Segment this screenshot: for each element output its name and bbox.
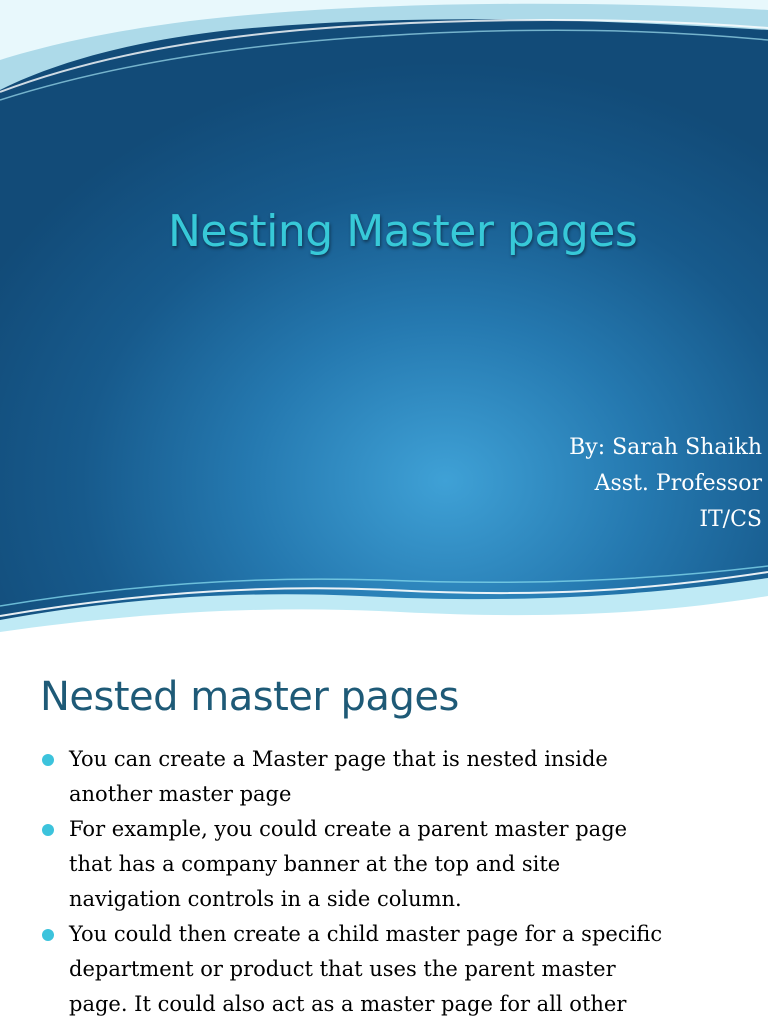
bullet-line: that has a company banner at the top and site [69, 852, 561, 876]
author-name: By: Sarah Shaikh [569, 435, 762, 460]
bullet-item [42, 917, 762, 1022]
slide-title: Nesting Master pages [168, 206, 638, 257]
author-position: Asst. Professor [594, 471, 762, 496]
bullet-line: You could then create a child master page for a specific [69, 922, 663, 946]
bullet-line: navigation controls in a side column. [69, 887, 462, 911]
bullet-icon [42, 929, 54, 941]
bullet-icon [42, 754, 54, 766]
bullet-line: page. It could also act as a master page for all other [69, 992, 627, 1016]
bullet-line: department or product that uses the parent master [69, 957, 616, 981]
slide-heading: Nested master pages [40, 674, 459, 720]
bullet-list [42, 742, 762, 1022]
bullet-item [42, 742, 762, 812]
bullet-line: You can create a Master page that is nested inside [69, 747, 608, 771]
bullet-icon [42, 824, 54, 836]
content-slide [0, 650, 768, 1024]
author-department: IT/CS [699, 507, 762, 532]
bullet-line: another master page [69, 782, 292, 806]
author-byline [569, 430, 762, 538]
bullet-line: For example, you could create a parent master page [69, 817, 628, 841]
bullet-item [42, 812, 762, 917]
